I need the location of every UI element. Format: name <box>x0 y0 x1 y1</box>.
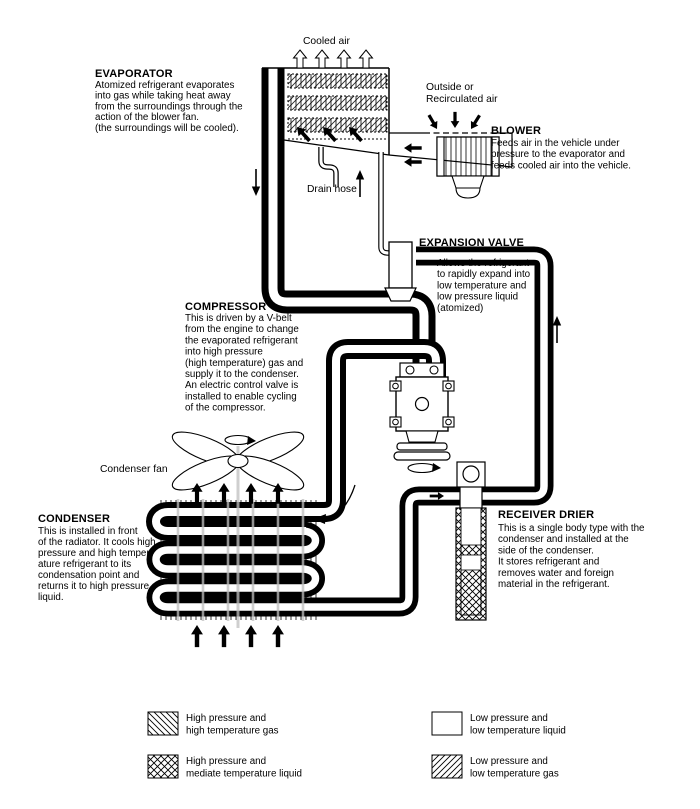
receiver-drier-title: RECEIVER DRIER <box>498 509 595 521</box>
legend-swatch-diagonal-forward <box>432 755 462 778</box>
condenser-description: This is installed in front of the radiator. It cools high pressure and high temper-ature refrigerant to its condensation point and returns it to high pressure liquid. <box>38 526 156 603</box>
legend-label: High pressure and high temperature gas <box>186 713 279 737</box>
drain-hose <box>321 147 336 187</box>
legend-item-lp-gas <box>432 755 559 780</box>
intake-arrow <box>451 112 460 128</box>
legend-swatch-crosshatch <box>148 755 178 778</box>
compressor-title: COMPRESSOR <box>185 301 267 313</box>
evaporator-description: Atomized refrigerant evaporates into gas while taking heat away from the surroundings through the action of the blower fan. (the surroundings will be cooled). <box>95 80 243 134</box>
receiver-drier-device <box>456 462 486 620</box>
evaporator-title: EVAPORATOR <box>95 68 173 80</box>
air-up-arrow <box>272 625 284 647</box>
pulley-disk <box>394 452 450 460</box>
expansion-valve-description: Allows the refrigerant to rapidly expand into low temperature and low pressure liquid (atomized) <box>437 258 531 314</box>
desiccant-layer <box>461 545 481 555</box>
pulley-disk <box>397 443 447 450</box>
air-up-arrow <box>245 625 257 647</box>
legend-swatch-plain <box>432 712 462 735</box>
outside-air-label: Outside or Recirculated air <box>426 82 498 105</box>
refrigerant-store <box>461 570 481 615</box>
compressor-hub <box>406 431 438 442</box>
cooled-air-arrow <box>294 50 307 68</box>
intake-arrow <box>425 113 441 131</box>
condenser-title: CONDENSER <box>38 513 111 525</box>
rotation-indicator <box>408 464 436 473</box>
legend-item-lp-liquid <box>432 712 566 737</box>
receiver-drier-description: This is a single body type with the condenser and installed at the side of the condenser. It stores refrigerant and removes water and foreign material in the refrigerant. <box>498 523 645 590</box>
blower-description: Feeds air in the vehicle under pressure to the evaporator and feeds cooled air into the vehicle. <box>491 138 631 172</box>
flow-arrow <box>553 316 561 343</box>
expansion-valve-title: EXPANSION VALVE <box>419 237 525 249</box>
condenser-fan-label: Condenser fan <box>100 464 168 475</box>
legend-label: Low pressure and low temperature liquid <box>470 713 566 737</box>
air-up-arrow <box>191 625 203 647</box>
air-up-arrow <box>218 625 230 647</box>
blower-out-arrow <box>404 143 422 153</box>
legend-label: High pressure and mediate temperature liquid <box>186 756 302 780</box>
blower-wheel <box>437 137 499 176</box>
blower-title: BLOWER <box>491 125 542 137</box>
compressor-device <box>390 363 454 473</box>
cooled-air-arrow <box>360 50 373 68</box>
legend-label: Low pressure and low temperature gas <box>470 756 559 780</box>
fan-rotation-indicator <box>225 436 251 445</box>
low-pressure-liquid-pipe <box>381 152 393 253</box>
blower-motor <box>452 176 484 198</box>
cooled-air-label: Cooled air <box>303 36 350 47</box>
cooled-air-arrow <box>316 50 329 68</box>
legend-swatch-diagonal-back <box>148 712 178 735</box>
fan-hub <box>228 455 248 468</box>
legend-item-hp-gas <box>148 712 279 737</box>
compressor-description: This is driven by a V-belt from the engine to change the evaporated refrigerant into high pressure (high temperature) gas and supply it to the condenser. An electric control valve is installed to enable cycling of the compressor. <box>185 313 304 414</box>
expansion-valve-device <box>385 242 416 301</box>
legend-item-hp-liquid <box>148 755 302 780</box>
legend <box>148 712 566 780</box>
drain-hose-label: Drain hose <box>307 184 357 195</box>
blower-out-arrow <box>404 157 422 167</box>
sight-glass <box>463 466 479 482</box>
drier-neck <box>460 484 482 510</box>
intake-arrow <box>467 113 483 131</box>
refrigerant-down-arrow <box>252 169 260 196</box>
air-up-arrow <box>356 170 364 197</box>
cooled-air-arrow <box>338 50 351 68</box>
